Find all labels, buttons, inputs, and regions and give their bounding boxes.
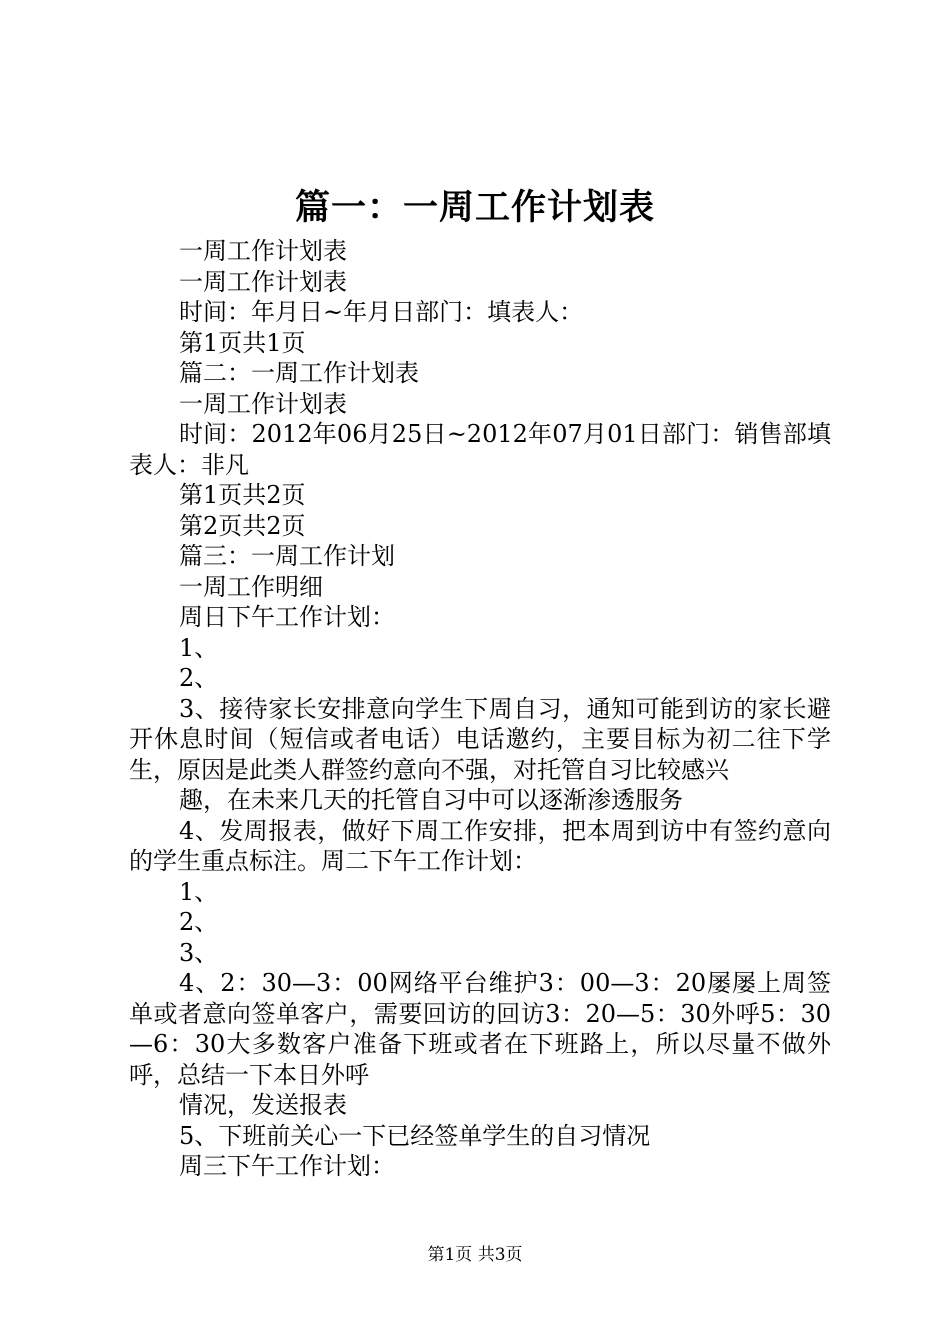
body-paragraph: 一周工作明细	[179, 572, 323, 601]
body-paragraph: 1、	[179, 877, 219, 906]
body-paragraph: 时间：2012年06月25日~2012年07月01日部门：销售部填表人：非凡	[129, 420, 831, 479]
body-paragraph: 一周工作计划表	[179, 267, 347, 296]
body-paragraph: 3、	[179, 938, 219, 967]
document-body	[129, 236, 831, 1182]
body-paragraph: 4、发周报表，做好下周工作安排，把本周到访中有签约意向的学生重点标注。周二下午工作计划：	[129, 816, 831, 875]
body-paragraph: 一周工作计划表	[179, 237, 347, 265]
body-paragraph: 4、2：30—3：00网络平台维护3：00—3：20屡屡上周签单或者意向签单客户，需要回访的回访3：20—5：30外呼5：30—6：30大多数客户准备下班或者在下班路上，所以尽量不做外呼，总结一下本日外呼	[129, 969, 831, 1089]
body-paragraph: 周日下午工作计划：	[179, 603, 395, 631]
body-paragraph: 2、	[179, 908, 219, 936]
body-paragraph: 一周工作计划表	[179, 389, 347, 418]
document-title: 篇一：一周工作计划表	[294, 188, 655, 228]
body-paragraph: 篇三：一周工作计划	[179, 542, 395, 570]
body-paragraph: 趣，在未来几天的托管自习中可以逐渐渗透服务	[179, 786, 683, 814]
body-paragraph: 第1页共1页	[179, 328, 306, 357]
body-paragraph: 第1页共2页	[179, 481, 306, 509]
body-paragraph: 3、接待家长安排意向学生下周自习，通知可能到访的家长避开休息时间（短信或者电话）电话邀约，主要目标为初二往下学生，原因是此类人群签约意向不强，对托管自习比较感兴	[129, 694, 831, 784]
body-paragraph: 时间：年月日~年月日部门：填表人：	[179, 298, 584, 326]
body-paragraph: 篇二：一周工作计划表	[179, 359, 419, 387]
body-paragraph: 第2页共2页	[179, 511, 306, 540]
body-paragraph: 情况，发送报表	[179, 1091, 347, 1119]
page-footer: 第1页 共3页	[427, 1245, 523, 1265]
body-paragraph: 1、	[179, 633, 219, 662]
body-paragraph: 周三下午工作计划：	[179, 1152, 395, 1180]
body-paragraph: 2、	[179, 664, 219, 692]
body-paragraph: 5、下班前关心一下已经签单学生的自习情况	[179, 1121, 651, 1150]
